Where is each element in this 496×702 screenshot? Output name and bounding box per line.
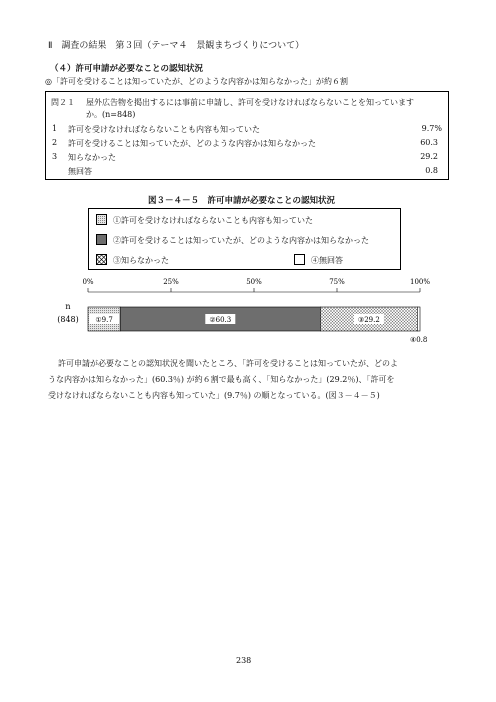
legend-label: ②許可を受けることは知っていたが、どのような内容かは知らなかった	[113, 236, 369, 245]
x-tick-label: 100%	[409, 278, 431, 286]
option-number: 3	[52, 152, 58, 161]
page-number: 238	[236, 656, 252, 665]
option-label: 知らなかった	[68, 153, 116, 162]
figure-title: 図３－４－５ 許可申請が必要なことの認知状況	[148, 196, 336, 206]
legend-swatch-dots	[96, 214, 107, 225]
body-line1: 許可申請が必要なことの認知状況を聞いたところ、「許可を受けることは知っていたが、どのよ	[58, 359, 398, 368]
option-percent: 9.7%	[421, 124, 442, 133]
legend-label: ④無回答	[311, 256, 343, 265]
bar-segment-label-4: ④0.8	[409, 336, 428, 344]
legend-label: ①許可を受けなければならないことも内容も知っていた	[113, 216, 313, 225]
x-tick-label: 75%	[329, 278, 345, 286]
option-label: 無回答	[68, 167, 92, 176]
x-axis-ticks	[82, 278, 430, 292]
bar-segment-label-2: ②60.3	[209, 316, 232, 324]
option-number: 2	[52, 138, 58, 147]
question-box	[45, 91, 449, 180]
option-percent: 0.8	[425, 166, 438, 175]
option-label: 許可を受けなければならないことも内容も知っていた	[68, 125, 260, 134]
option-number: 1	[52, 124, 58, 133]
question-number: 問２１	[51, 98, 75, 107]
question-text-line1: 屋外広告物を掲出するには事前に申請し、許可を受けなければならないことを知っています	[86, 98, 414, 107]
legend-swatch-solid	[96, 234, 107, 245]
option-percent: 29.2	[420, 152, 438, 161]
chart-legend	[88, 208, 401, 270]
body-line2: うな内容かは知らなかった」(60.3％) が約６割で最も高く、「知らなかった」(29.2％)、「許可を	[48, 375, 395, 384]
bar-segments	[88, 307, 427, 344]
page-header: Ⅱ 調査の結果 第３回（テーマ４ 景観まちづくりについて）	[48, 41, 305, 51]
bar-segment-label-3: ③29.2	[357, 316, 380, 324]
bar-segment-label-1: ①9.7	[95, 316, 113, 324]
question-text-line2: か。(n=848)	[86, 110, 136, 119]
x-tick-label: 50%	[246, 278, 262, 286]
row-label-n: n	[65, 302, 71, 311]
x-tick-label: 25%	[163, 278, 179, 286]
x-tick-label: 0%	[82, 278, 94, 286]
row-label-count: (848)	[57, 315, 79, 324]
section-summary: ◎「許可を受けることは知っていたが、どのような内容かは知らなかった」が約６割	[45, 77, 348, 86]
legend-label: ③知らなかった	[113, 256, 169, 265]
option-label: 許可を受けることは知っていたが、どのような内容かは知らなかった	[68, 139, 316, 148]
legend-swatch-blank	[294, 254, 305, 265]
legend-swatch-crosshatch	[96, 254, 107, 265]
option-percent: 60.3	[420, 138, 438, 147]
section-title: （４）許可申請が必要なことの認知状況	[50, 64, 204, 74]
bar-segment-4	[417, 307, 420, 331]
stacked-bar-chart	[40, 272, 450, 352]
body-line3: 受けなければならないことも内容も知っていた」(9.7％) の順となっている。(図３－４－５)	[48, 391, 380, 400]
